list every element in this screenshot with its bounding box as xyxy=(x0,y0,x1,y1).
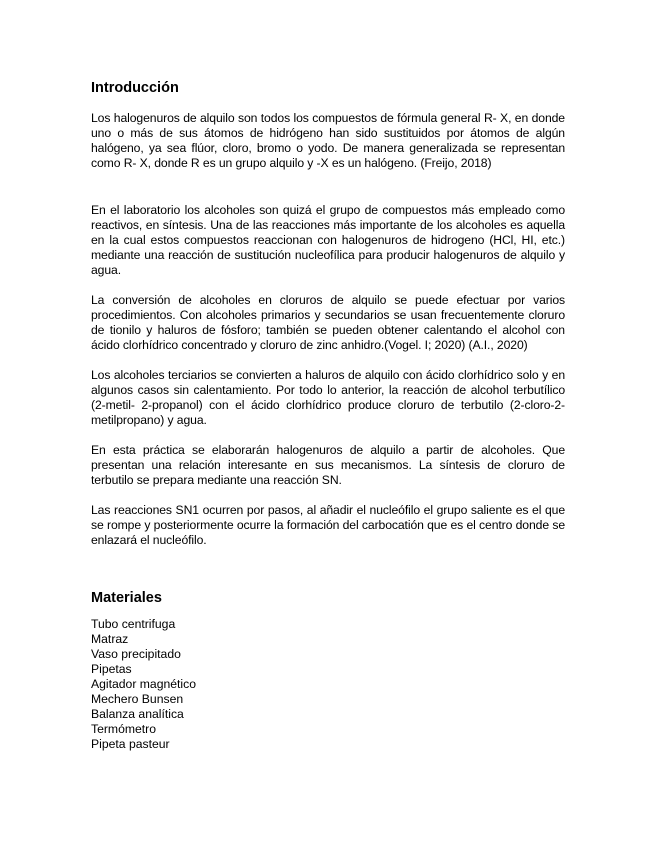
material-item: Pipetas xyxy=(91,662,132,676)
intro-paragraph: Los alcoholes terciarios se convierten a haluros de alquilo con ácido clorhídrico solo y en algunos casos sin calentamiento. Por todo lo anterior, la reacción de alcohol terbutílico (2-metil- 2-propanol) con el ácido clorhídrico produce cloruro de terbutilo (2-cloro-2- metilpropano) y agua. xyxy=(91,368,565,427)
intro-paragraph: Las reacciones SN1 ocurren por pasos, al añadir el nucleófilo el grupo saliente es el que se rompe y posteriormente ocurre la formación del carbocatión que es el centro donde se enlazará el nucleófilo. xyxy=(91,503,565,547)
material-item: Mechero Bunsen xyxy=(91,692,184,706)
material-item: Pipeta pasteur xyxy=(91,737,170,751)
material-item: Tubo centrifuga xyxy=(91,617,176,631)
introduction-heading: Introducción xyxy=(91,80,179,96)
material-item: Agitador magnético xyxy=(91,677,197,691)
intro-paragraph: En esta práctica se elaborarán halogenuros de alquilo a partir de alcoholes. Que presentan una relación interesante en sus mecanismos. La síntesis de cloruro de terbutilo se prepara mediante una reacción SN. xyxy=(91,443,565,487)
material-item: Termómetro xyxy=(91,722,157,736)
intro-paragraph: La conversión de alcoholes en cloruros de alquilo se puede efectuar por varios procedimientos. Con alcoholes primarios y secundarios se usan frecuentemente cloruro de tionilo y haluros de fósforo; también se pueden obtener calentando el alcohol con ácido clorhídrico concentrado y cloruro de zinc anhidro.(Vogel. I; 2020) (A.I., 2020) xyxy=(91,293,565,352)
materials-list xyxy=(91,617,565,752)
material-item: Balanza analítica xyxy=(91,707,184,721)
material-item: Matraz xyxy=(91,632,129,646)
materials-heading: Materiales xyxy=(91,590,162,606)
document-page xyxy=(91,78,565,752)
intro-paragraph: Los halogenuros de alquilo son todos los compuestos de fórmula general R- X, en donde uno o más de sus átomos de hidrógeno han sido sustituidos por átomos de algún halógeno, ya sea flúor, cloro, bromo o yodo. De manera generalizada se representan como R- X, donde R es un grupo alquilo y -X es un halógeno. (Freijo, 2018) xyxy=(91,111,565,170)
intro-paragraph: En el laboratorio los alcoholes son quizá el grupo de compuestos más empleado como reactivos, en síntesis. Una de las reacciones más importante de los alcoholes es aquella en la cual estos compuestos reaccionan con halogenuros de hidrogeno (HCl, HI, etc.) mediante una reacción de sustitución nucleofílica para producir halogenuros de alquilo y agua. xyxy=(91,203,565,277)
material-item: Vaso precipitado xyxy=(91,647,181,661)
